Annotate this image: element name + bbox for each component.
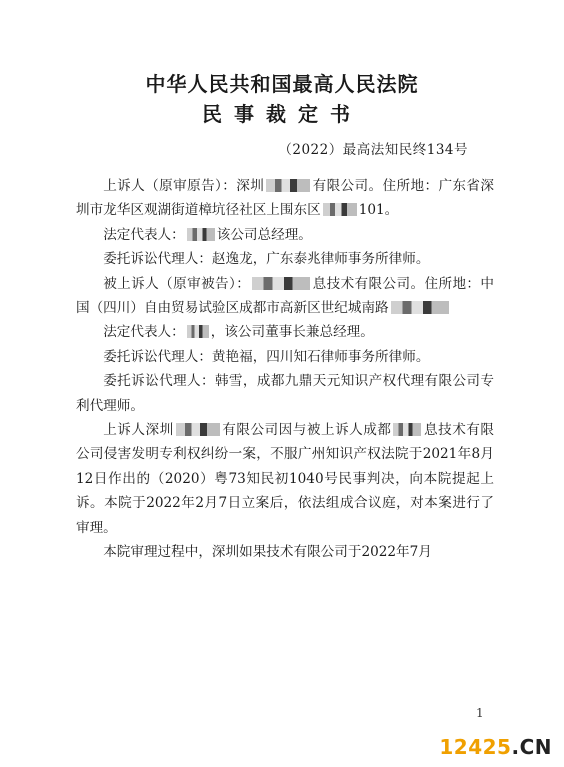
legal-rep-label: 法定代表人：	[103, 324, 185, 341]
document-body	[76, 174, 494, 565]
redaction-mosaic	[391, 301, 449, 314]
redaction-mosaic	[266, 179, 310, 192]
case-background-paragraph	[76, 418, 494, 540]
case-number: （2022）最高法知民终134号	[278, 142, 468, 158]
appellee-paragraph	[76, 272, 494, 321]
appellant-label: 上诉人（原审原告）：深圳	[103, 178, 265, 194]
appellee-label: 被上诉人（原审被告）：	[103, 275, 251, 292]
appellee-agent-paragraph-1: 委托诉讼代理人：黄艳福，四川知石律师事务所律师。	[103, 348, 430, 365]
appellant-agent-paragraph: 委托诉讼代理人：赵逸龙，广东泰兆律师事务所律师。	[103, 251, 430, 268]
redaction-mosaic	[187, 325, 209, 338]
page-number: 1	[476, 706, 484, 720]
case-text: 有限公司因与被上诉人成都	[221, 422, 392, 439]
legal-rep-role: 该公司总经理。	[216, 226, 312, 243]
appellant-address-end: 101。	[358, 202, 399, 219]
court-name-title: 中华人民共和国最高人民法院	[145, 72, 419, 96]
case-text: 息技术有限公司侵害发明专利权纠纷一案，不服广州知识产权法院于2021年8月12日作出的（2020）粤73知民初1040号民事判决，向本院提起上诉。本院于2022年2月7日立案后，依法组成合议庭，对本案进行了审理。	[76, 422, 495, 536]
appellant-legal-rep-paragraph	[76, 223, 494, 247]
review-paragraph: 本院审理过程中，深圳如果技术有限公司于2022年7月	[103, 544, 432, 561]
legal-rep-role: ，该公司董事长兼总经理。	[210, 324, 374, 341]
case-text: 上诉人深圳	[103, 422, 174, 439]
redaction-mosaic	[252, 277, 310, 290]
site-watermark-logo	[439, 735, 552, 759]
redaction-mosaic	[187, 228, 215, 241]
watermark-domain: .CN	[511, 735, 552, 759]
redaction-mosaic	[323, 203, 357, 216]
appellee-legal-rep-paragraph	[76, 320, 494, 344]
appellant-address: 有限公司。住所地：广东省深圳市龙华区观湖街道樟坑径社区上围东区	[76, 178, 494, 219]
legal-rep-label: 法定代表人：	[103, 226, 185, 243]
watermark-number: 12425	[439, 735, 512, 759]
document-type-title: 民事裁定书	[202, 102, 362, 126]
redaction-mosaic	[393, 423, 421, 436]
appellee-address: 息技术有限公司。住所地：中国（四川）自由贸易试验区成都市高新区世纪城南路	[76, 275, 495, 317]
appellant-paragraph	[76, 174, 494, 223]
appellee-agent-paragraph-2: 委托诉讼代理人：韩雪，成都九鼎天元知识产权代理有限公司专利代理师。	[76, 373, 494, 414]
redaction-mosaic	[176, 423, 220, 436]
